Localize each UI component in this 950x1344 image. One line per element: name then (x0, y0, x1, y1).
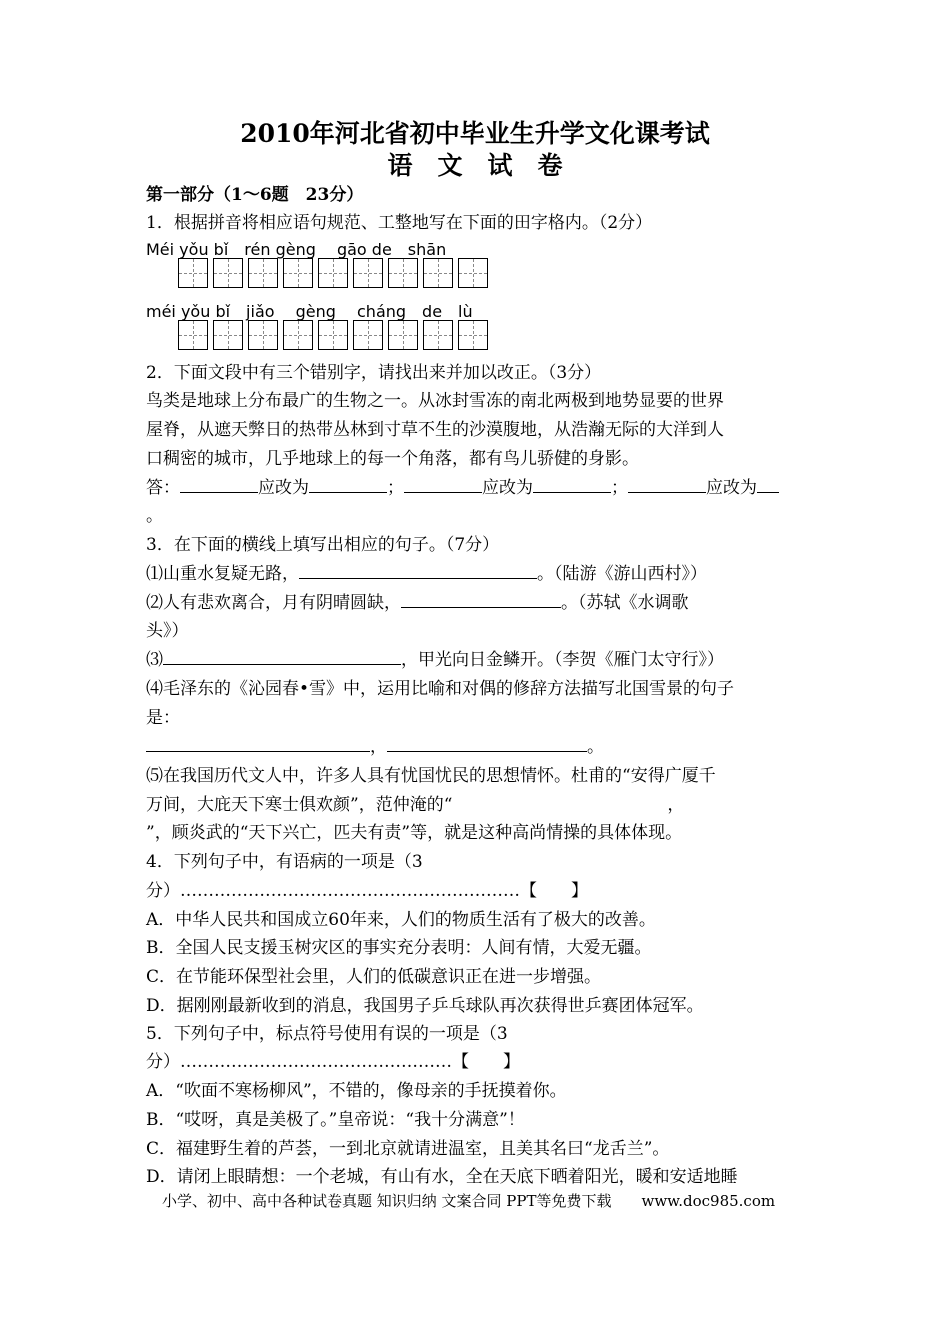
tian-grid-cell[interactable] (388, 320, 418, 350)
q3-item2-cont: 头》） (146, 621, 189, 641)
tian-grid-cell[interactable] (388, 258, 418, 288)
q3-item4-cont: 是： (146, 708, 180, 728)
tian-grid-cell[interactable] (213, 258, 243, 288)
fill-blank[interactable] (401, 591, 561, 608)
answer-blank[interactable] (309, 476, 387, 493)
tian-grid-cell[interactable] (283, 320, 313, 350)
tian-grid-cell[interactable] (248, 258, 278, 288)
tian-grid-cell[interactable] (458, 320, 488, 350)
q5-option-b[interactable]: B．“哎呀，真是美极了。”皇帝说：“我十分满意”！ (146, 1110, 525, 1130)
q1-pinyin-line1: Méi yǒu bǐ rén gèng gāo de shān (146, 240, 447, 259)
fill-blank[interactable] (387, 735, 587, 752)
q4-option-c[interactable]: C．在节能环保型社会里，人们的低碳意识正在进一步增强。 (146, 967, 602, 987)
tian-grid-cell[interactable] (423, 258, 453, 288)
change-to-label: 应改为 (482, 478, 533, 498)
fill-blank[interactable] (299, 562, 537, 579)
q2-paragraph-line3: 口稠密的城市，几乎地球上的每一个角落，都有鸟儿骄健的身影。 (146, 449, 639, 469)
part1-heading: 第一部分（1～6题 23分） (146, 185, 364, 205)
q1-pinyin-line2: méi yǒu bǐ jiǎo gèng cháng de lù (146, 302, 473, 321)
q3-item2-source: 。（苏轼《水调歌 (561, 593, 689, 613)
q1-grid-row2 (178, 320, 493, 350)
tian-grid-cell[interactable] (248, 320, 278, 350)
answer-blank[interactable] (757, 476, 779, 493)
q2-paragraph-line2: 屋脊，从遮天弊日的热带丛林到寸草不生的沙漠腹地，从浩瀚无际的大洋到人 (146, 420, 724, 440)
q5-option-c[interactable]: C．福建野生着的芦荟，一到北京就请进温室，且美其名曰“龙舌兰”。 (146, 1139, 670, 1159)
q5-stem-cont: 分）…………………………………………【 】 (146, 1052, 520, 1072)
answer-blank[interactable] (628, 476, 706, 493)
q2-answer-line (146, 473, 779, 498)
q3-stem: 3．在下面的横线上填写出相应的句子。（7分） (146, 535, 500, 555)
q3-item5-cont (146, 790, 684, 815)
answer-prefix: 答： (146, 478, 180, 498)
q3-item5-end: ”，顾炎武的“天下兴亡，匹夫有责”等，就是这种高尚情操的具体体现。 (146, 823, 683, 843)
q3-item4-answer (146, 732, 604, 757)
tian-grid-cell[interactable] (353, 258, 383, 288)
tian-grid-cell[interactable] (423, 320, 453, 350)
q3-item2 (146, 588, 689, 613)
q4-stem-cont: 分）……………………………………………………【 】 (146, 881, 588, 901)
answer-blank[interactable] (533, 476, 611, 493)
fill-blank[interactable] (146, 735, 370, 752)
tian-grid-cell[interactable] (213, 320, 243, 350)
tian-grid-cell[interactable] (353, 320, 383, 350)
q5-option-d[interactable]: D．请闭上眼睛想：一个老城，有山有水，全在天底下晒着阳光，暖和安适地睡 (146, 1167, 738, 1187)
tian-grid-cell[interactable] (178, 320, 208, 350)
period: 。 (587, 737, 604, 757)
q3-item1 (146, 559, 707, 584)
q3-item5-text: 万间，大庇天下寒士俱欢颜”，范仲淹的“ (146, 795, 453, 815)
comma: ， (370, 737, 387, 757)
exam-title: 2010年河北省初中毕业生升学文化课考试 (240, 119, 710, 148)
footer-text: 小学、初中、高中各种试卷真题 知识归纳 文案合同 PPT等免费下载 www.doc985.com (162, 1192, 776, 1210)
q3-item3 (146, 645, 724, 670)
q4-stem: 4．下列句子中，有语病的一项是（3 (146, 852, 423, 872)
q5-option-a[interactable]: A．“吹面不寒杨柳风”，不错的，像母亲的手抚摸着你。 (146, 1081, 567, 1101)
q4-option-d[interactable]: D．据刚刚最新收到的消息，我国男子乒乓球队再次获得世乒赛团体冠军。 (146, 996, 704, 1016)
tian-grid-cell[interactable] (318, 258, 348, 288)
q3-item2-text: ⑵人有悲欢离合，月有阴晴圆缺， (146, 593, 401, 613)
fill-blank[interactable] (163, 648, 401, 665)
q2-stem: 2．下面文段中有三个错别字，请找出来并加以改正。（3分） (146, 363, 602, 383)
comma: ， (667, 795, 685, 815)
answer-blank[interactable] (404, 476, 482, 493)
answer-blank[interactable] (180, 476, 258, 493)
q3-item3-source: ，甲光向日金鳞开。（李贺《雁门太守行》） (401, 650, 724, 670)
q5-stem: 5．下列句子中，标点符号使用有误的一项是（3 (146, 1024, 508, 1044)
q3-item5: ⑸在我国历代文人中，许多人具有忧国忧民的思想情怀。杜甫的“安得广厦千 (146, 766, 716, 786)
q1-grid-row1 (178, 258, 493, 288)
tian-grid-cell[interactable] (458, 258, 488, 288)
q4-option-a[interactable]: A．中华人民共和国成立60年来，人们的物质生活有了极大的改善。 (146, 910, 656, 930)
q3-item3-num: ⑶ (146, 650, 163, 670)
exam-subtitle: 语 文 试 卷 (387, 151, 563, 180)
separator: ； (611, 478, 628, 498)
separator: ； (387, 478, 404, 498)
tian-grid-cell[interactable] (283, 258, 313, 288)
q3-item4: ⑷毛泽东的《沁园春•雪》中，运用比喻和对偶的修辞方法描写北国雪景的句子 (146, 679, 735, 699)
tian-grid-cell[interactable] (318, 320, 348, 350)
q3-item1-text: ⑴山重水复疑无路， (146, 564, 299, 584)
q3-item1-source: 。（陆游《游山西村》） (537, 564, 707, 584)
q1-stem: 1．根据拼音将相应语句规范、工整地写在下面的田字格内。（2分） (146, 213, 653, 233)
change-to-label: 应改为 (706, 478, 757, 498)
q2-paragraph-line1: 鸟类是地球上分布最广的生物之一。从冰封雪冻的南北两极到地势显要的世界 (146, 391, 724, 411)
change-to-label: 应改为 (258, 478, 309, 498)
q2-answer-end: 。 (146, 506, 163, 526)
q4-option-b[interactable]: B．全国人民支援玉树灾区的事实充分表明：人间有情，大爱无疆。 (146, 938, 652, 958)
tian-grid-cell[interactable] (178, 258, 208, 288)
